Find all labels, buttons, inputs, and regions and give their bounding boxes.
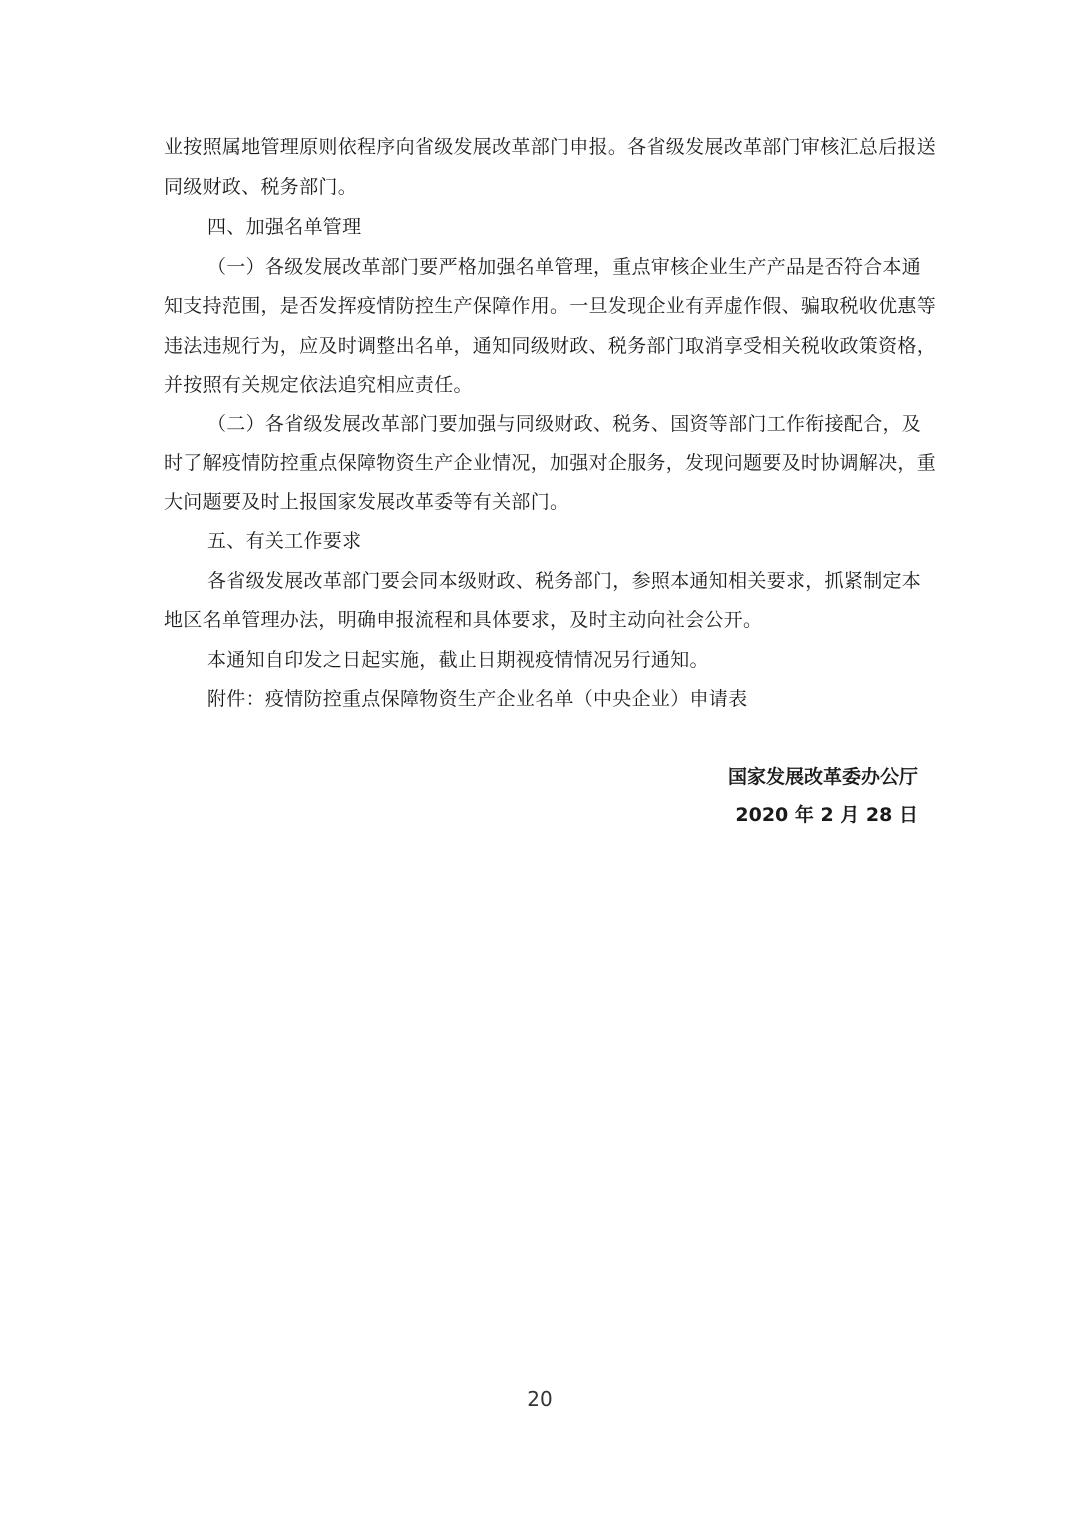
paragraph-line-11: 地区名单管理办法，明确申报流程和具体要求，及时主动向社会公开。 xyxy=(164,609,763,631)
issuer-signature: 国家发展改革委办公厅 xyxy=(727,766,918,788)
attachment-line: 附件：疫情防控重点保障物资生产企业名单（中央企业）申请表 xyxy=(207,688,748,710)
paragraph-line-2: 同级财政、税务部门。 xyxy=(164,176,358,198)
paragraph-line-9: 大问题要及时上报国家发展改革委等有关部门。 xyxy=(164,491,570,513)
paragraph-line-8: 时了解疫情防控重点保障物资生产企业情况，加强对企服务，发现问题要及时协调解决，重 xyxy=(164,452,937,474)
paragraph-line-4: 知支持范围，是否发挥疫情防控生产保障作用。一旦发现企业有弄虚作假、骗取税收优惠等 xyxy=(164,295,937,317)
paragraph-line-10: 各省级发展改革部门要会同本级财政、税务部门，参照本通知相关要求，抓紧制定本 xyxy=(207,570,922,592)
paragraph-line-3: （一）各级发展改革部门要严格加强名单管理，重点审核企业生产产品是否符合本通 xyxy=(207,256,922,278)
section-heading-four: 四、加强名单管理 xyxy=(207,216,362,238)
section-heading-five: 五、有关工作要求 xyxy=(207,530,362,552)
paragraph-line-5: 违法违规行为，应及时调整出名单，通知同级财政、税务部门取消享受相关税收政策资格， xyxy=(164,335,937,357)
paragraph-line-12: 本通知自印发之日起实施，截止日期视疫情情况另行通知。 xyxy=(207,649,709,671)
paragraph-line-6: 并按照有关规定依法追究相应责任。 xyxy=(164,374,473,396)
paragraph-line-7: （二）各省级发展改革部门要加强与同级财政、税务、国资等部门工作衔接配合，及 xyxy=(207,413,922,435)
issue-date: 2020 年 2 月 28 日 xyxy=(735,804,918,826)
page-number: 20 xyxy=(527,1387,553,1411)
paragraph-line-1: 业按照属地管理原则依程序向省级发展改革部门申报。各省级发展改革部门审核汇总后报送 xyxy=(164,136,937,158)
